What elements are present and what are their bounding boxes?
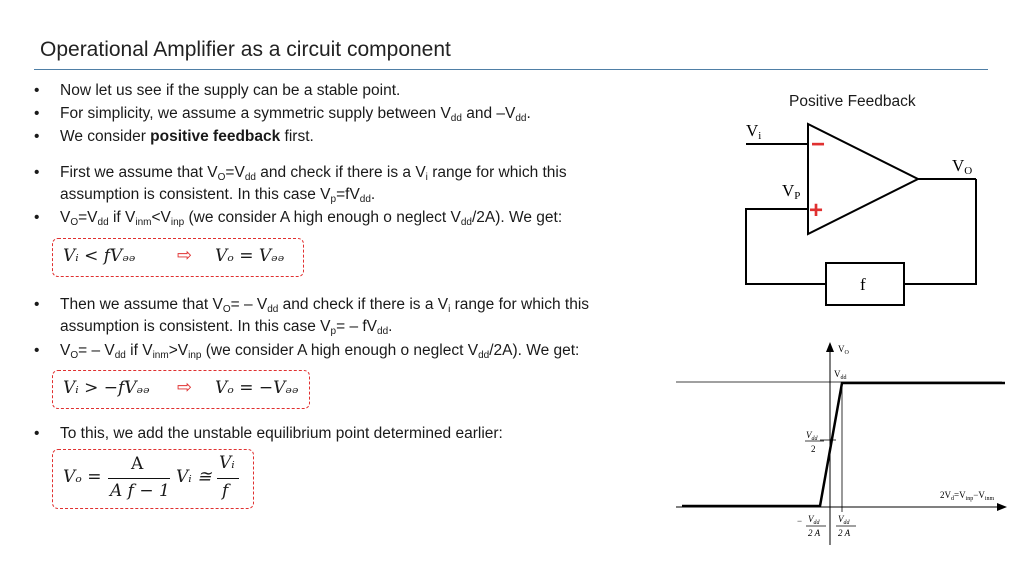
equation-3-numerator: A [131, 454, 144, 474]
vi-label: Vi [746, 121, 762, 142]
y-axis-label: $V_O$ [838, 344, 849, 356]
vdd-label: $V_{dd}$ [834, 369, 847, 381]
equation-3-mid: Vᵢ ≅ [176, 467, 212, 487]
xtick-left-denominator: 2 A [808, 528, 821, 538]
bullet-dot: • [34, 342, 40, 359]
bullet-dot: • [34, 82, 40, 99]
xtick-left-sign: − [797, 516, 803, 526]
xtick-right-numerator: $V_{dd}$ [838, 514, 850, 526]
bullet-text: First we assume that $V_O=V_{dd}$ and check if there is a $V_i$ range for which this [60, 164, 567, 183]
bullet-dot: • [34, 425, 40, 442]
half-vdd-numerator: $V_{dd}$ [806, 430, 818, 442]
half-vdd-denominator: 2 [811, 444, 816, 454]
bullet-dot: • [34, 128, 40, 145]
xtick-left-numerator: $V_{dd}$ [808, 514, 820, 526]
bullet-dot: • [34, 164, 40, 181]
equation-1-condition: Vᵢ < fVₔₔ [63, 246, 136, 266]
feedback-f-label: f [860, 275, 866, 294]
slide-title: Operational Amplifier as a circuit component [40, 38, 451, 61]
equation-2-result: Vₒ = −Vₔₔ [215, 378, 299, 398]
bullet-dot: • [34, 296, 40, 313]
bullet-text: assumption is consistent. In this case $V_p= - fV_{dd}$. [60, 318, 393, 337]
xtick-right-denominator: 2 A [838, 528, 851, 538]
equation-3-denominator-2: f [222, 481, 229, 501]
bullet-dot: • [34, 209, 40, 226]
vp-label: VP [782, 181, 801, 202]
bullet-text: $V_O=V_{dd}$ if $V_{inm}<V_{inp}$ (we consider A high enough o neglect $V_{dd}/2A$). We get: [60, 209, 563, 228]
equation-2-condition: Vᵢ > −fVₔₔ [63, 378, 150, 398]
bullet-text: $V_O= - V_{dd}$ if $V_{inm}>V_{inp}$ (we consider A high enough o neglect $V_{dd}/2A$). We get: [60, 342, 580, 361]
bullet-text: Now let us see if the supply can be a stable point. [60, 82, 401, 99]
x-axis-label: $2V_d=V_{inp}-V_{inm}$ [940, 490, 995, 502]
y-axis-arrow-icon [826, 342, 834, 352]
bullet-text: To this, we add the unstable equilibrium point determined earlier: [60, 425, 503, 442]
bullet-text: For simplicity, we assume a symmetric supply between $V_{dd}$ and $-V_{dd}$. [60, 105, 531, 124]
bullet-dot: • [34, 105, 40, 122]
implies-arrow-icon: ⇨ [177, 245, 193, 265]
bullet-text: Then we assume that $V_O= - V_{dd}$ and check if there is a $V_i$ range for which this [60, 296, 590, 315]
equation-1-result: Vₒ = Vₔₔ [215, 246, 285, 266]
bullet-text: We consider positive feedback first. [60, 128, 314, 145]
equation-3-lhs: Vₒ = [63, 467, 102, 487]
equation-3-numerator-2: Vᵢ [219, 453, 235, 473]
bullet-text: assumption is consistent. In this case $V_p=fV_{dd}$. [60, 186, 376, 205]
circuit-caption: Positive Feedback [789, 93, 916, 110]
plus-sign: + [809, 197, 824, 224]
vo-label: VO [952, 156, 973, 177]
minus-sign: − [811, 131, 826, 158]
implies-arrow-icon: ⇨ [177, 377, 193, 397]
transfer-curve [682, 383, 1005, 506]
x-axis-arrow-icon [997, 503, 1007, 511]
equation-3-denominator: A f − 1 [110, 481, 170, 501]
